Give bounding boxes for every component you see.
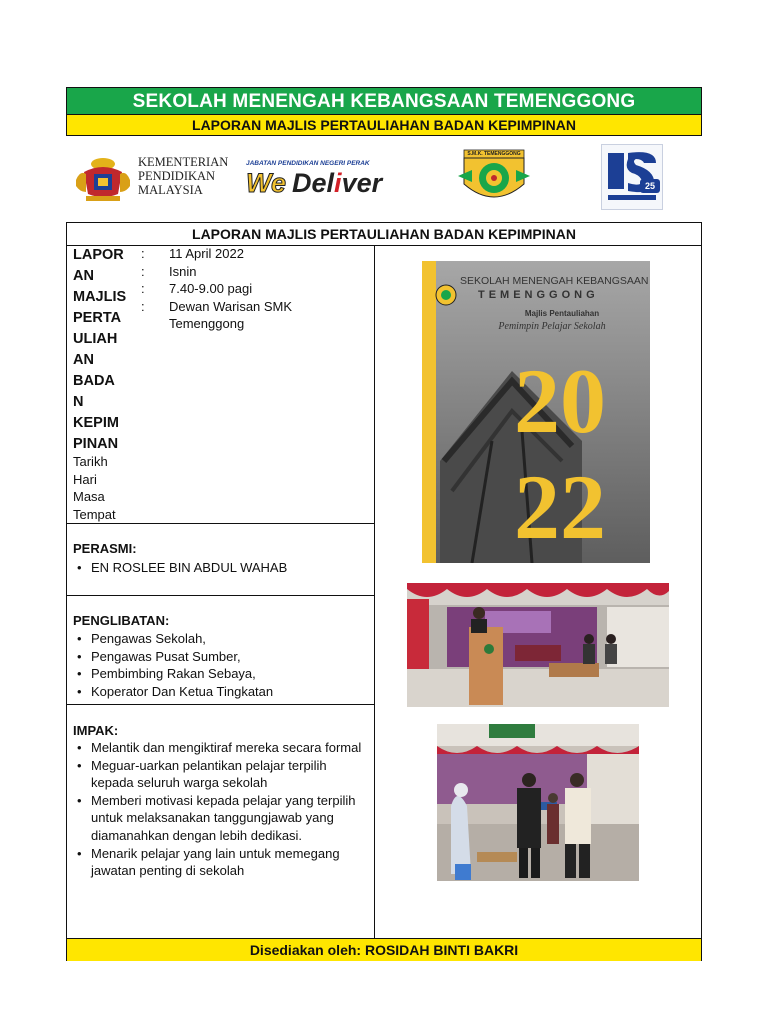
heading-fragment: ULIAH	[73, 331, 118, 347]
logo-row	[66, 140, 702, 218]
poster-year-bottom: 22	[514, 456, 606, 558]
kpm-logo	[72, 152, 240, 208]
anniversary-icon	[602, 145, 662, 209]
poster-year-top: 20	[514, 350, 606, 452]
detail-values	[169, 245, 319, 333]
ceremony-photo-speech	[407, 583, 669, 707]
report-title-banner	[66, 115, 702, 136]
i-text: i	[334, 168, 342, 198]
school-crest-logo	[456, 148, 532, 210]
heading-fragment: PERTA	[73, 310, 122, 326]
colon: :	[141, 263, 145, 279]
heading-fragment: AN	[73, 352, 94, 368]
label-tarikh: Tarikh	[73, 454, 108, 469]
list-item: • Melantik dan mengiktiraf mereka secara formal	[73, 739, 369, 757]
detail-colons	[141, 245, 151, 315]
speech-photo-image	[407, 583, 669, 707]
list-item: • Pengawas Sekolah,	[73, 630, 369, 648]
malaysia-coat-of-arms-icon	[72, 154, 134, 204]
list-item: • Koperator Dan Ketua Tingkatan	[73, 683, 369, 701]
heading-fragment: N	[73, 394, 84, 410]
report-heading-column	[73, 245, 133, 455]
award-photo-image	[437, 724, 639, 881]
colon: :	[141, 298, 145, 314]
we-deliver-logo	[246, 160, 410, 200]
del-text: Del	[292, 168, 335, 198]
heading-fragment: PINAN	[73, 436, 119, 452]
anniversary-number: 25	[640, 179, 660, 193]
impak-section	[73, 723, 369, 880]
heading-fragment: MAJLIS	[73, 289, 127, 305]
value-time: 7.40-9.00 pagi	[169, 281, 253, 296]
prepared-by-footer: Disediakan oleh: ROSIDAH BINTI BAKRI	[67, 938, 701, 961]
heading-fragment: AN	[73, 268, 94, 284]
poster-school-line2: TEMENGGONG	[478, 289, 599, 301]
kpm-line-3: MALAYSIA	[138, 183, 203, 197]
event-poster	[422, 261, 650, 563]
report-title-text: LAPORAN MAJLIS PERTAULIAHAN BADAN KEPIMPINAN	[192, 117, 576, 133]
column-divider	[374, 245, 375, 938]
report-table-title: LAPORAN MAJLIS PERTAULIAHAN BADAN KEPIMPINAN	[67, 223, 701, 246]
penglibatan-list	[73, 630, 369, 700]
perasmi-list	[73, 559, 369, 577]
we-text: We	[246, 168, 287, 198]
kpm-line-1: KEMENTERIAN	[138, 155, 229, 169]
value-day: Isnin	[169, 263, 197, 279]
list-item: • Memberi motivasi kepada pelajar yang terpilih untuk melaksanakan tanggungjawab yang diamanahkan dengan lebih dedikasi.	[73, 792, 369, 845]
perasmi-title: PERASMI:	[73, 541, 137, 556]
penglibatan-section	[73, 613, 369, 700]
list-item: • Meguar-uarkan pelantikan pelajar terpilih kepada seluruh warga sekolah	[73, 757, 369, 792]
poster-school-line1: SEKOLAH MENENGAH KEBANGSAAN	[460, 275, 649, 287]
poster-event-line1: Majlis Pentauliahan	[524, 309, 600, 318]
ceremony-photo-award	[437, 724, 639, 881]
section-divider	[67, 523, 375, 524]
impak-title: IMPAK:	[73, 723, 119, 738]
heading-fragment: BADA	[73, 373, 115, 389]
label-hari: Hari	[73, 471, 97, 487]
penglibatan-title: PENGLIBATAN:	[73, 613, 170, 628]
heading-fragment: LAPOR	[73, 247, 124, 263]
value-place: Dewan Warisan SMK Temenggong	[169, 298, 293, 331]
kpm-line-2: PENDIDIKAN	[138, 169, 216, 183]
list-item: • Menarik pelajar yang lain untuk memegang jawatan penting di sekolah	[73, 845, 369, 880]
heading-fragment: KEPIM	[73, 415, 119, 431]
list-item: • Pembimbing Rakan Sebaya,	[73, 665, 369, 683]
list-item: • Pengawas Pusat Sumber,	[73, 648, 369, 666]
anniversary-logo	[601, 144, 663, 210]
value-date: 11 April 2022	[169, 246, 244, 261]
colon: :	[141, 246, 145, 261]
school-name-banner: SEKOLAH MENENGAH KEBANGSAAN TEMENGGONG	[66, 87, 702, 115]
report-table	[66, 222, 702, 961]
poster-event-line2: Pemimpin Pelajar Sekolah	[498, 321, 606, 332]
section-divider	[67, 595, 375, 596]
perasmi-section	[73, 541, 369, 577]
detail-labels	[73, 453, 133, 523]
impak-list	[73, 739, 369, 880]
list-item: • EN ROSLEE BIN ABDUL WAHAB	[73, 559, 369, 577]
label-tempat: Tempat	[73, 506, 116, 522]
section-divider	[67, 704, 375, 705]
colon: :	[141, 281, 145, 296]
label-masa: Masa	[73, 489, 105, 504]
school-crest-label: S.M.K. TEMENGGONG	[467, 151, 521, 157]
jpn-caption: JABATAN PENDIDIKAN NEGERI PERAK	[246, 160, 370, 167]
ver-text: ver	[341, 168, 383, 198]
